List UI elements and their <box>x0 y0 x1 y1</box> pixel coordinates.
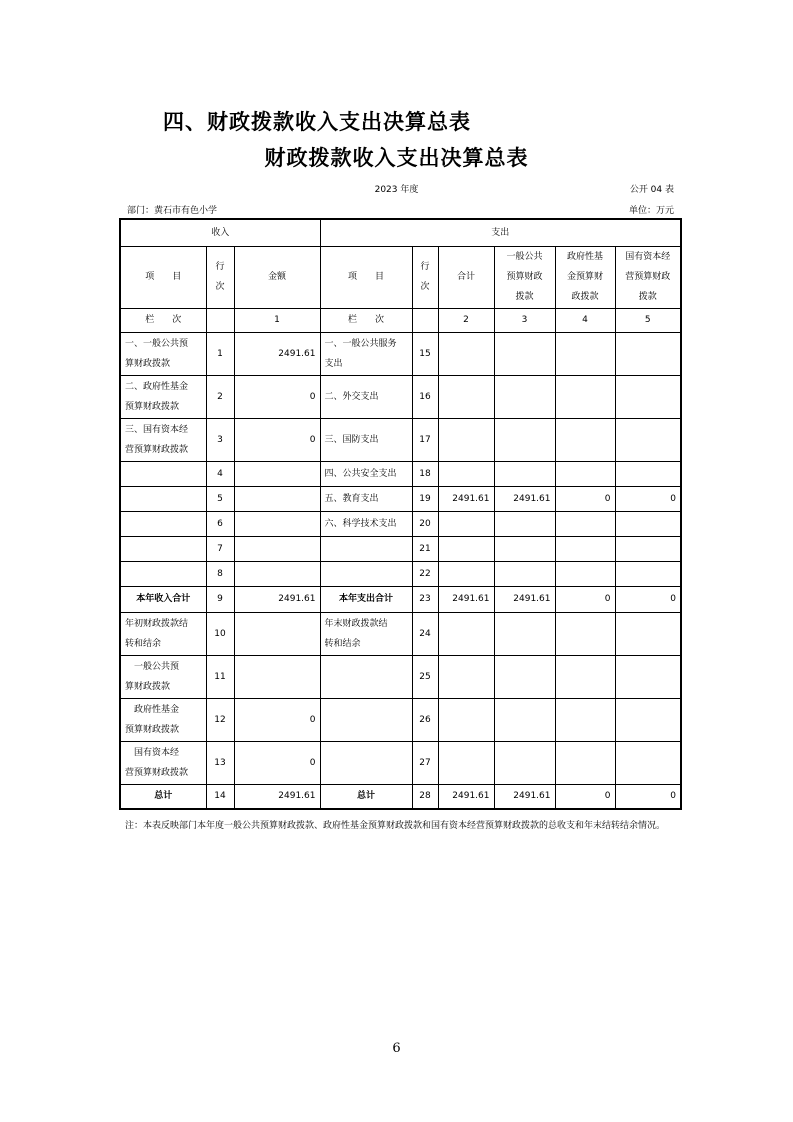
total-amount <box>438 561 494 586</box>
in-item-cell: 国有资本经 营预算财政拨款 <box>120 741 206 784</box>
out-row-no: 24 <box>412 612 438 655</box>
col-label: 栏 次 <box>320 308 412 332</box>
in-item-cell <box>120 561 206 586</box>
general-budget-amount: 2491.61 <box>494 586 555 612</box>
out-row-no: 15 <box>412 332 438 375</box>
out-item-cell <box>320 698 412 741</box>
gov-fund-amount <box>555 461 615 486</box>
in-item-cell <box>120 486 206 511</box>
table-row <box>120 486 681 511</box>
out-item-cell: 三、国防支出 <box>320 418 412 461</box>
in-amount <box>234 655 320 698</box>
gov-fund-amount <box>555 511 615 536</box>
expense-header: 支出 <box>320 219 681 246</box>
state-capital-amount: 0 <box>615 586 681 612</box>
total-amount <box>438 655 494 698</box>
general-budget-amount <box>494 418 555 461</box>
out-item-cell: 一、一般公共服务 支出 <box>320 332 412 375</box>
table-title: 财政拨款收入支出决算总表 <box>264 146 529 170</box>
general-budget-amount <box>494 461 555 486</box>
in-amount <box>234 536 320 561</box>
in-item-cell: 年初财政拨款结 转和结余 <box>120 612 206 655</box>
in-item-cell: 本年收入合计 <box>120 586 206 612</box>
col-label: 栏 次 <box>120 308 206 332</box>
state-capital-amount <box>615 461 681 486</box>
out-row-no: 20 <box>412 511 438 536</box>
out-row-no: 22 <box>412 561 438 586</box>
total-header: 合计 <box>438 246 494 308</box>
income-row-no-header: 行 次 <box>206 246 234 308</box>
in-row-no: 5 <box>206 486 234 511</box>
total-amount <box>438 741 494 784</box>
in-amount: 0 <box>234 698 320 741</box>
gov-fund-amount <box>555 375 615 418</box>
in-amount <box>234 511 320 536</box>
in-item-cell <box>120 461 206 486</box>
gov-fund-amount: 0 <box>555 586 615 612</box>
in-amount: 2491.61 <box>234 586 320 612</box>
out-row-no: 17 <box>412 418 438 461</box>
in-item-cell: 一、一般公共预 算财政拨款 <box>120 332 206 375</box>
col-number: 3 <box>494 308 555 332</box>
col-number: 4 <box>555 308 615 332</box>
income-item-header: 项 目 <box>120 246 206 308</box>
expense-row-no-header: 行 次 <box>412 246 438 308</box>
out-row-no: 26 <box>412 698 438 741</box>
out-item-cell: 二、外交支出 <box>320 375 412 418</box>
section-title: 四、财政拨款收入支出决算总表 <box>163 110 471 134</box>
state-capital-amount <box>615 612 681 655</box>
general-budget-amount: 2491.61 <box>494 486 555 511</box>
total-amount <box>438 698 494 741</box>
report-year: 2023 年度 <box>374 185 419 195</box>
department-label: 部门：黄石市有色小学 <box>127 206 218 216</box>
total-amount <box>438 332 494 375</box>
total-amount: 2491.61 <box>438 486 494 511</box>
page-number: 6 <box>392 1041 401 1056</box>
out-item-cell: 四、公共安全支出 <box>320 461 412 486</box>
state-capital-amount <box>615 536 681 561</box>
in-item-cell <box>120 511 206 536</box>
gov-fund-amount <box>555 655 615 698</box>
general-budget-amount <box>494 561 555 586</box>
general-budget-amount <box>494 741 555 784</box>
table-row <box>120 586 681 612</box>
in-item-cell: 一般公共预 算财政拨款 <box>120 655 206 698</box>
in-row-no: 14 <box>206 784 234 809</box>
out-row-no: 27 <box>412 741 438 784</box>
total-amount <box>438 536 494 561</box>
in-row-no: 4 <box>206 461 234 486</box>
total-amount <box>438 418 494 461</box>
expense-item-header: 项 目 <box>320 246 412 308</box>
out-item-cell <box>320 655 412 698</box>
out-item-cell <box>320 741 412 784</box>
budget-table <box>119 218 682 810</box>
in-row-no: 11 <box>206 655 234 698</box>
state-capital-amount <box>615 561 681 586</box>
out-row-no: 21 <box>412 536 438 561</box>
general-budget-amount: 2491.61 <box>494 784 555 809</box>
table-row <box>120 612 681 655</box>
out-item-cell: 五、教育支出 <box>320 486 412 511</box>
gov-fund-amount <box>555 536 615 561</box>
table-row <box>120 655 681 698</box>
in-row-no: 7 <box>206 536 234 561</box>
in-item-cell: 政府性基金 预算财政拨款 <box>120 698 206 741</box>
state-capital-amount <box>615 655 681 698</box>
in-row-no: 12 <box>206 698 234 741</box>
in-item-cell: 二、政府性基金 预算财政拨款 <box>120 375 206 418</box>
table-row <box>120 461 681 486</box>
gov-fund-amount <box>555 418 615 461</box>
state-capital-header: 国有资本经 营预算财政 拨款 <box>615 246 681 308</box>
general-budget-amount <box>494 375 555 418</box>
table-row <box>120 741 681 784</box>
general-budget-amount <box>494 536 555 561</box>
state-capital-amount: 0 <box>615 784 681 809</box>
col-number: 2 <box>438 308 494 332</box>
footnote: 注：本表反映部门本年度一般公共预算财政拨款、政府性基金预算财政拨款和国有资本经营预算财政拨款的总收支和年末结转结余情况。 <box>125 821 666 831</box>
in-amount <box>234 461 320 486</box>
table-row <box>120 784 681 809</box>
in-item-cell <box>120 536 206 561</box>
state-capital-amount: 0 <box>615 486 681 511</box>
in-row-no: 6 <box>206 511 234 536</box>
in-row-no: 8 <box>206 561 234 586</box>
in-row-no: 1 <box>206 332 234 375</box>
table-row <box>120 536 681 561</box>
gov-fund-header: 政府性基 金预算财 政拨款 <box>555 246 615 308</box>
out-item-cell: 六、科学技术支出 <box>320 511 412 536</box>
general-budget-amount <box>494 698 555 741</box>
in-item-cell: 总计 <box>120 784 206 809</box>
gov-fund-amount <box>555 612 615 655</box>
out-row-no: 19 <box>412 486 438 511</box>
table-row <box>120 698 681 741</box>
general-budget-amount <box>494 612 555 655</box>
general-budget-amount <box>494 655 555 698</box>
gov-fund-amount: 0 <box>555 784 615 809</box>
state-capital-amount <box>615 741 681 784</box>
in-amount <box>234 561 320 586</box>
total-amount <box>438 461 494 486</box>
col-number: 1 <box>234 308 320 332</box>
gov-fund-amount <box>555 698 615 741</box>
out-item-cell <box>320 561 412 586</box>
out-item-cell: 年末财政拨款结 转和结余 <box>320 612 412 655</box>
unit-label: 单位：万元 <box>628 206 674 216</box>
in-row-no: 3 <box>206 418 234 461</box>
gov-fund-amount <box>555 332 615 375</box>
state-capital-amount <box>615 511 681 536</box>
in-amount: 0 <box>234 418 320 461</box>
in-amount <box>234 486 320 511</box>
gov-fund-amount: 0 <box>555 486 615 511</box>
empty-cell <box>206 308 234 332</box>
out-item-cell: 总计 <box>320 784 412 809</box>
state-capital-amount <box>615 698 681 741</box>
out-row-no: 23 <box>412 586 438 612</box>
table-row <box>120 511 681 536</box>
in-amount: 0 <box>234 741 320 784</box>
in-row-no: 2 <box>206 375 234 418</box>
total-amount <box>438 511 494 536</box>
table-row <box>120 418 681 461</box>
col-number: 5 <box>615 308 681 332</box>
state-capital-amount <box>615 375 681 418</box>
out-row-no: 28 <box>412 784 438 809</box>
in-item-cell: 三、国有资本经 营预算财政拨款 <box>120 418 206 461</box>
empty-cell <box>412 308 438 332</box>
out-row-no: 18 <box>412 461 438 486</box>
in-row-no: 9 <box>206 586 234 612</box>
general-budget-header: 一般公共 预算财政 拨款 <box>494 246 555 308</box>
in-amount: 0 <box>234 375 320 418</box>
state-capital-amount <box>615 418 681 461</box>
table-row <box>120 375 681 418</box>
out-item-cell: 本年支出合计 <box>320 586 412 612</box>
out-row-no: 16 <box>412 375 438 418</box>
amount-header: 金额 <box>234 246 320 308</box>
total-amount <box>438 375 494 418</box>
general-budget-amount <box>494 332 555 375</box>
in-row-no: 10 <box>206 612 234 655</box>
gov-fund-amount <box>555 561 615 586</box>
out-row-no: 25 <box>412 655 438 698</box>
total-amount <box>438 612 494 655</box>
out-item-cell <box>320 536 412 561</box>
total-amount: 2491.61 <box>438 784 494 809</box>
table-row <box>120 561 681 586</box>
in-amount: 2491.61 <box>234 784 320 809</box>
in-amount: 2491.61 <box>234 332 320 375</box>
in-row-no: 13 <box>206 741 234 784</box>
general-budget-amount <box>494 511 555 536</box>
state-capital-amount <box>615 332 681 375</box>
table-row <box>120 332 681 375</box>
gov-fund-amount <box>555 741 615 784</box>
form-number: 公开 04 表 <box>629 185 674 195</box>
income-header: 收入 <box>120 219 320 246</box>
total-amount: 2491.61 <box>438 586 494 612</box>
in-amount <box>234 612 320 655</box>
